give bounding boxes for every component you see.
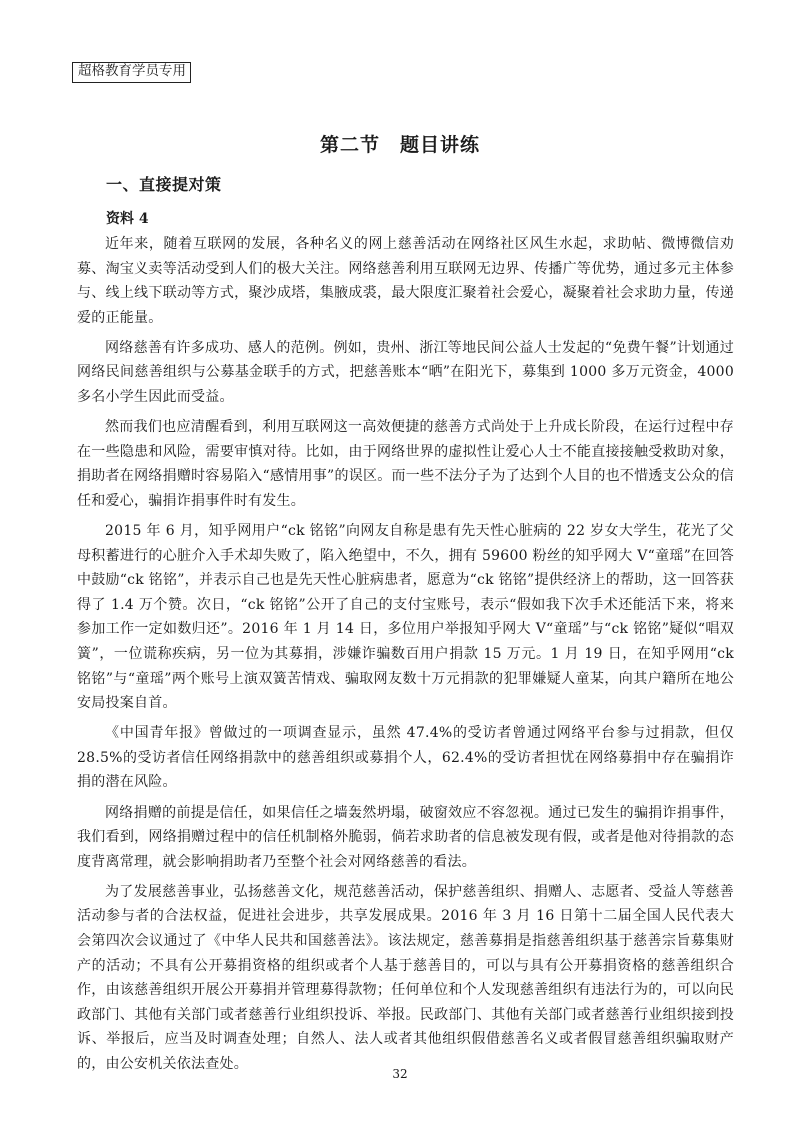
section-title: 第二节 题目讲练 [319,134,480,156]
material-label: 资料 4 [106,211,149,227]
body-text [77,232,734,1082]
page-number: 32 [392,1067,408,1081]
paragraph: 网络慈善有许多成功、感人的范例。例如，贵州、浙江等地民间公益人士发起的“免费午餐”计划通过网络民间慈善组织与公募基金联手的方式，把慈善账本“晒”在阳光下，募集到 1000 多万元资金，4000 多名小学生因此而受益。 [77,339,734,406]
subsection-heading: 一、直接提对策 [106,175,222,194]
paragraph: 然而我们也应清醒看到，利用互联网这一高效便捷的慈善方式尚处于上升成长阶段，在运行过程中存在一些隐患和风险，需要审慎对待。比如，由于网络世界的虚拟性让爱心人士不能直接接触受救助对象，捐助者在网络捐赠时容易陷入“感情用事”的误区。而一些不法分子为了达到个人目的也不惜透支公众的信任和爱心，骗捐诈捐事件时有发生。 [77,419,734,509]
paragraph: 近年来，随着互联网的发展，各种名义的网上慈善活动在网络社区风生水起，求助帖、微博微信劝募、淘宝义卖等活动受到人们的极大关注。网络慈善利用互联网无边界、传播广等优势，通过多元主体参与、线上线下联动等方式，聚沙成塔，集腋成裘，最大限度汇聚着社会爱心，凝聚着社会求助力量，传递爱的正能量。 [77,236,734,326]
paragraph: 网络捐赠的前提是信任，如果信任之墙轰然坍塌，破窗效应不容忽视。通过已发生的骗捐诈捐事件，我们看到，网络捐赠过程中的信任机制格外脆弱，倘若求助者的信息被发现有假，或者是他对待捐款的态度背离常理，就会影响捐助者乃至整个社会对网络慈善的看法。 [77,804,734,870]
paragraph: 2015 年 6 月，知乎网用户“ck 铭铭”向网友自称是患有先天性心脏病的 22 岁女大学生，花光了父母积蓄进行的心脏介入手术却失败了，陷入绝望中，不久，拥有 59600 粉丝的知乎网大 V“童瑶”在回答中鼓励“ck 铭铭”，并表示自己也是先天性心脏病患者，愿意为“ck 铭铭”提供经济上的帮助，这一回答获得了 1.4 万个赞。次日，“ck 铭铭”公开了自己的支付宝账号，表示“假如我下次手术还能活下来，将来参加工作一定如数归还”。2016 年 1 月 14 日，多位用户举报知乎网大 V“童瑶”与“ck 铭铭”疑似“唱双簧”，一位谎称疾病，另一位为其募捐，涉嫌诈骗数百用户捐款 15 万元。1 月 19 日，在知乎网用“ck 铭铭”与“童瑶”两个账号上演双簧苦情戏、骗取网友数十万元捐款的犯罪嫌疑人童某，向其户籍所在地公安局投案自首。 [77,523,734,712]
paragraph: 《中国青年报》曾做过的一项调查显示，虽然 47.4%的受访者曾通过网络平台参与过捐款，但仅 28.5%的受访者信任网络捐款中的慈善组织或募捐个人，62.4%的受访者担忧在网络募捐中存在骗捐诈捐的潜在风险。 [77,725,734,791]
paragraph: 为了发展慈善事业，弘扬慈善文化，规范慈善活动，保护慈善组织、捐赠人、志愿者、受益人等慈善活动参与者的合法权益，促进社会进步，共享发展成果。2016 年 3 月 16 日第十二届全国人民代表大会第四次会议通过了《中华人民共和国慈善法》。该法规定，慈善募捐是指慈善组织基于慈善宗旨募集财产的活动；不具有公开募捐资格的组织或者个人基于慈善目的，可以与具有公开募捐资格的慈善组织合作，由该慈善组织开展公开募捐并管理募得款物；任何单位和个人发现慈善组织有违法行为的，可以向民政部门、其他有关部门或者慈善行业组织投诉、举报。民政部门、其他有关部门或者慈善行业组织接到投诉、举报后，应当及时调查处理；自然人、法人或者其他组织假借慈善名义或者假冒慈善组织骗取财产的，由公安机关依法查处。 [77,883,734,1072]
header-label: 超格教育学员专用 [72,62,191,83]
